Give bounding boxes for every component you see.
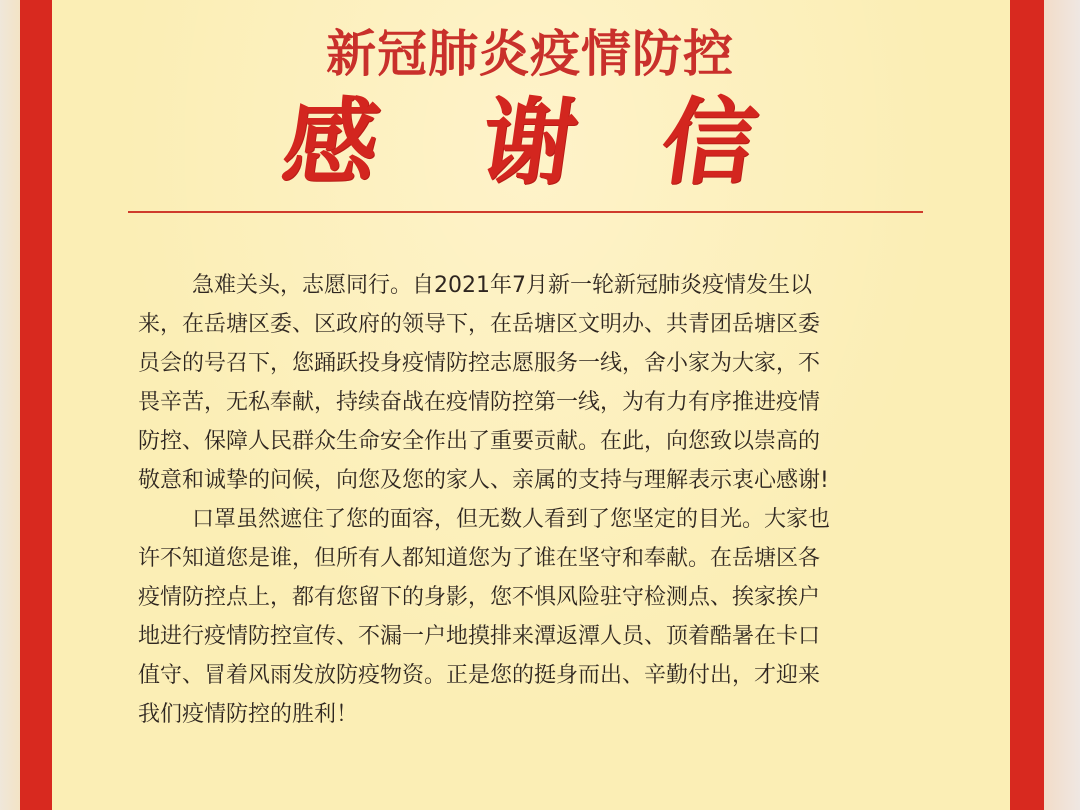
paragraph-line: 疫情防控点上，都有您留下的身影，您不惧风险驻守检测点、挨家挨户 [138,585,821,610]
paragraph-line: 值守、冒着风雨发放防疫物资。正是您的挺身而出、辛勤付出，才迎来 [138,663,821,688]
paragraph-line: 口罩虽然遮住了您的面容，但无数人看到了您坚定的目光。大家也 [192,507,831,532]
letter-body [138,266,928,734]
heading-char: 信 [654,88,764,198]
scan-margin-left [0,0,20,810]
heading-char: 感 [276,88,386,198]
heading-divider [128,211,923,213]
paragraph-line: 地进行疫情防控宣传、不漏一户地摸排来潭返潭人员、顶着酷暑在卡口 [138,624,821,649]
paragraph-line: 我们疫情防控的胜利！ [138,702,359,727]
paragraph-line: 许不知道您是谁，但所有人都知道您为了谁在坚守和奉献。在岳塘区各 [138,546,821,571]
letter-title: 新冠肺炎疫情防控 [326,24,734,83]
paragraph-line: 畏辛苦，无私奉献，持续奋战在疫情防控第一线，为有力有序推进疫情 [138,390,821,415]
heading-char: 谢 [474,88,584,198]
paragraph-line: 急难关头，志愿同行。自2021年7月新一轮新冠肺炎疫情发生以 [192,273,812,298]
paragraph-line: 防控、保障人民群众生命安全作出了重要贡献。在此，向您致以崇高的 [138,429,821,454]
paragraph-line: 敬意和诚挚的问候，向您及您的家人、亲属的支持与理解表示衷心感谢! [138,468,829,493]
paragraph-line: 来，在岳塘区委、区政府的领导下，在岳塘区文明办、共青团岳塘区委 [138,312,821,337]
letter-heading [260,88,800,198]
red-border-left [20,0,52,810]
red-border-right [1010,0,1044,810]
paragraph-line: 员会的号召下，您踊跃投身疫情防控志愿服务一线，舍小家为大家，不 [138,351,821,376]
scan-margin-right [1044,0,1080,810]
